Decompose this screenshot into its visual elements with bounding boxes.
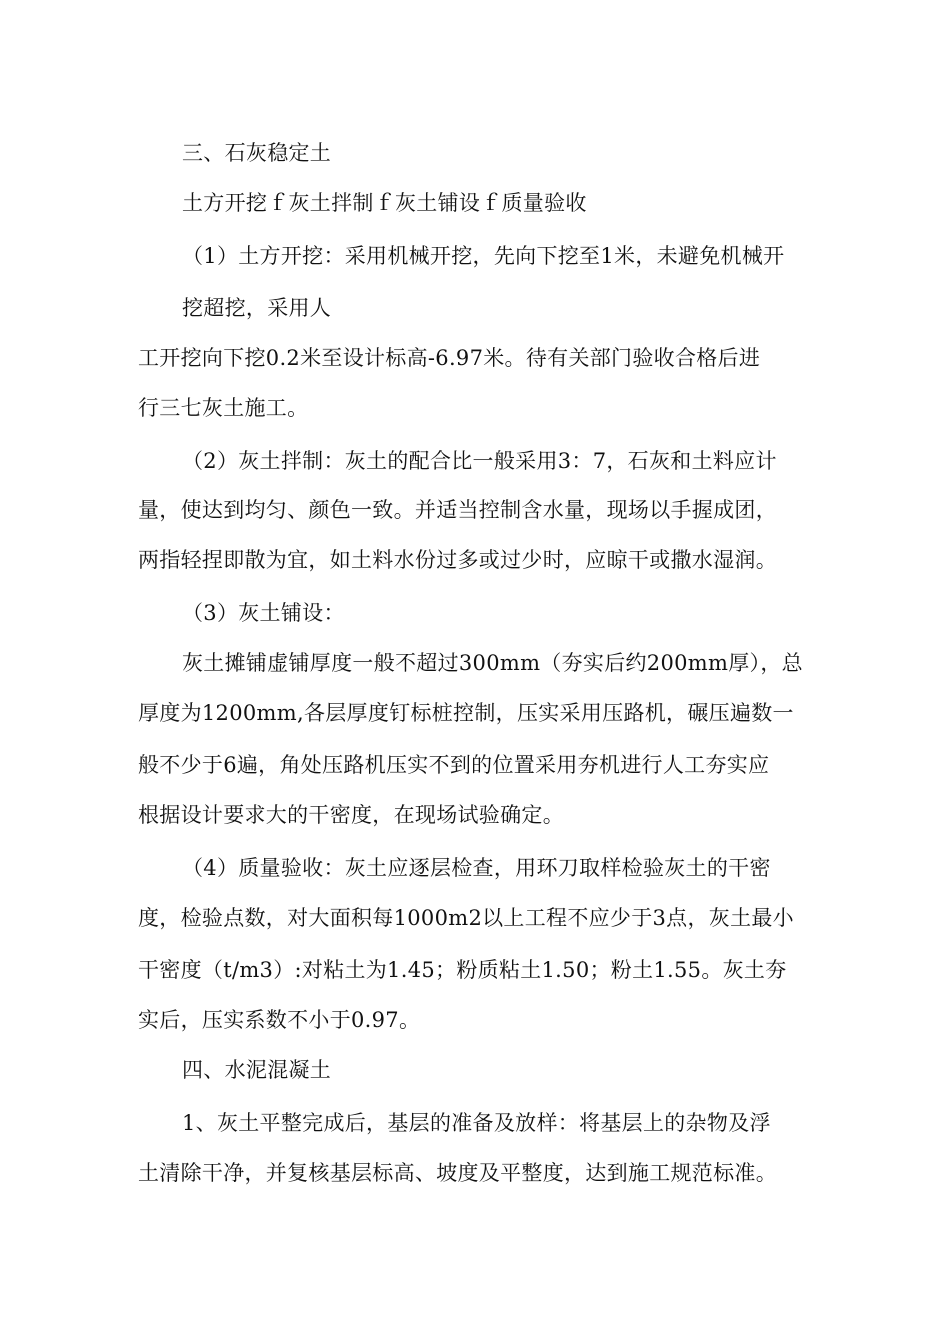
paragraph-line: 实后，压实系数不小于0.97。	[138, 1008, 421, 1032]
paragraph-line: 根据设计要求大的干密度，在现场试验确定。	[138, 803, 564, 827]
paragraph-line: （3）灰土铺设：	[182, 601, 345, 625]
paragraph-line: 两指轻捏即散为宜，如土料水份过多或过少时，应晾干或撒水湿润。	[138, 548, 777, 572]
paragraph-line: 挖超挖，采用人	[182, 296, 332, 320]
paragraph-line: 工开挖向下挖0.2米至设计标高-6.97米。待有关部门验收合格后进	[138, 346, 761, 370]
paragraph-line: 般不少于6遍，角处压路机压实不到的位置采用夯机进行人工夯实应	[138, 753, 770, 777]
paragraph-line: （2）灰土拌制：灰土的配合比一般采用3：7，石灰和土料应计	[182, 449, 777, 473]
paragraph-line: （4）质量验收：灰土应逐层检查，用环刀取样检验灰土的干密	[182, 856, 771, 880]
section-heading-lime-soil: 三、石灰稳定土	[182, 141, 332, 165]
paragraph-line: 厚度为1200mm,各层厚度钉标桩控制，压实采用压路机，碾压遍数一	[138, 701, 794, 725]
paragraph-line: 1、灰土平整完成后，基层的准备及放样：将基层上的杂物及浮	[182, 1111, 771, 1135]
paragraph-line: 灰土摊铺虚铺厚度一般不超过300mm（夯实后约200mm厚），总	[182, 651, 803, 675]
process-flow-line: 土方开挖ｆ灰土拌制ｆ灰土铺设ｆ质量验收	[182, 191, 587, 215]
paragraph-line: 度，检验点数，对大面积每1000m2以上工程不应少于3点，灰土最小	[138, 906, 794, 930]
paragraph-line: 干密度（t/m3）:对粘土为1.45；粉质粘土1.50；粉土1.55。灰土夯	[138, 958, 787, 982]
paragraph-line: 土清除干净，并复核基层标高、坡度及平整度，达到施工规范标准。	[138, 1161, 777, 1185]
section-heading-cement-concrete: 四、水泥混凝土	[182, 1058, 332, 1082]
paragraph-line: 量，使达到均匀、颜色一致。并适当控制含水量，现场以手握成团，	[138, 498, 777, 522]
paragraph-line: 行三七灰土施工。	[138, 396, 309, 420]
paragraph-line: （1）土方开挖：采用机械开挖，先向下挖至1米，未避免机械开	[182, 244, 785, 268]
